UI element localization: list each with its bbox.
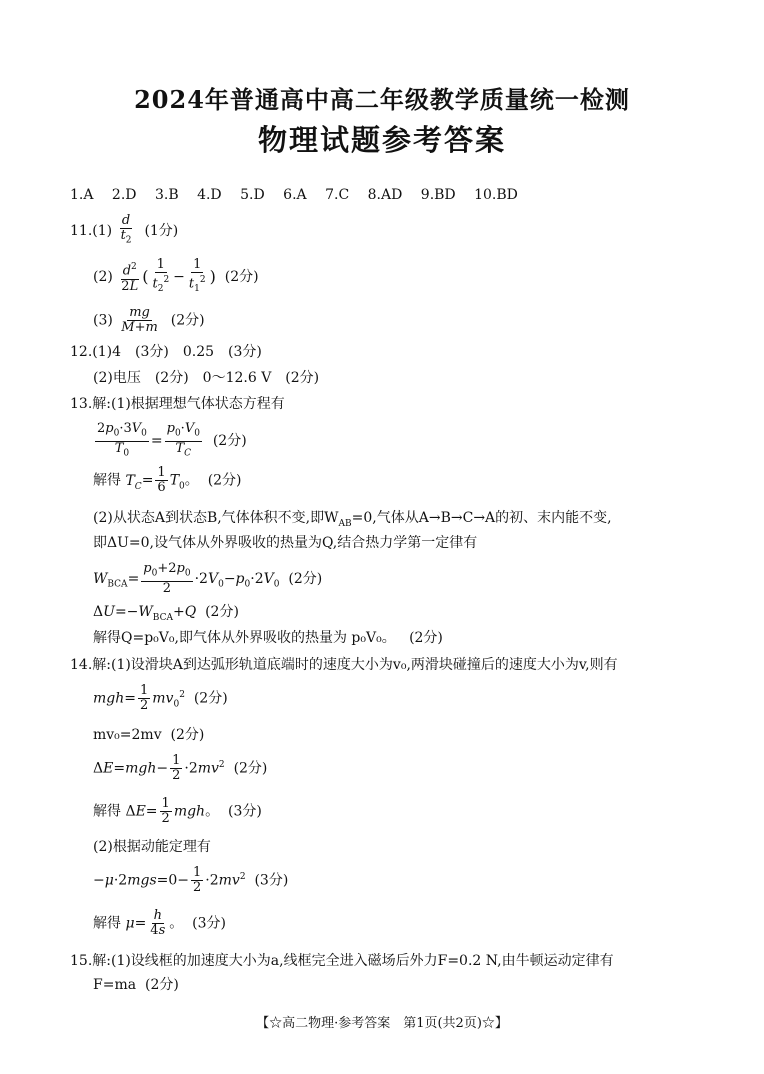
q13-eq3: $\Delta U=-W_{BCA}+Q$ (2分)	[93, 604, 239, 623]
q13-part2-line2: 即ΔU=0,设气体从外界吸收的热量为Q,结合热力学第一定律有	[93, 535, 478, 551]
q14-result2: 解得 μ= $\frac{h}{4s}$ 。 (3分)	[93, 908, 226, 938]
q14-eq1: mgh= $\frac{1}{2}$ $mv_0^2$ (2分)	[93, 683, 228, 713]
q13-result1: 解得 $T_C=$ $\frac{1}{6}$ $T_0$。 (2分)	[93, 465, 242, 495]
choice-answer: 2.D	[111, 187, 137, 203]
choice-answer: 4.D	[197, 187, 222, 203]
exam-title: 2024年普通高中高二年级教学质量统一检测	[134, 85, 630, 114]
choice-answer: 1.A	[70, 187, 94, 203]
choice-answer: 3.B	[154, 187, 179, 203]
choice-answer: 7.C	[325, 187, 350, 203]
choice-answer: 9.BD	[420, 187, 456, 203]
choice-answer: 10.BD	[474, 187, 518, 203]
q14-eq3: ΔE=mgh− $\frac{1}{2}$ $\cdot 2mv^2$ (2分)	[93, 753, 268, 783]
page-footer: 【☆高二物理·参考答案 第1页(共2页)☆】	[256, 1016, 508, 1031]
q15-head: 15.解:(1)设线框的加速度大小为a,线框完全进入磁场后外力F=0.2 N,由牛顿运动定律有	[70, 953, 614, 969]
q13-result2: 解得Q=p₀V₀,即气体从外界吸收的热量为 p₀V₀。 (2分)	[93, 630, 443, 646]
q11-part1: 11.(1) $\frac{d}{t_2}$ (1分)	[70, 213, 179, 246]
q14-head: 14.解:(1)设滑块A到达弧形轨道底端时的速度大小为v₀,两滑块碰撞后的速度大小为v,则有	[70, 657, 618, 673]
q14-part2-head: (2)根据动能定理有	[93, 839, 211, 855]
q14-eq2: mv₀=2mv (2分)	[93, 727, 205, 743]
q14-eq4: −μ·2mgs=0− $\frac{1}{2}$ $\cdot 2mv^2$ (3分)	[93, 865, 289, 895]
q11-part3: (3) $\frac{mg}{M+m}$ (2分)	[93, 305, 205, 335]
choice-answer: 8.AD	[367, 187, 403, 203]
q13-head: 13.解:(1)根据理想气体状态方程有	[70, 396, 285, 412]
q15-eq1: F=ma (2分)	[93, 977, 179, 993]
q14-result1: 解得 ΔE= $\frac{1}{2}$ mgh。 (3分)	[93, 796, 262, 826]
choice-answers	[70, 186, 532, 204]
q12-line1: 12.(1)4 (3分) 0.25 (3分)	[70, 344, 262, 360]
choice-answer: 5.D	[240, 187, 265, 203]
q11-part2: (2) $\frac{d^2}{2L}$ ( $\frac{1}{t_2^2}$ − $\frac{1}{t_1^2}$ ) (2分)	[93, 257, 259, 294]
q13-part2-line1: (2)从状态A到状态B,气体体积不变,即$W_{AB}=0$,气体从A→B→C→A的初、末内能不变,	[93, 510, 612, 529]
exam-subtitle: 物理试题参考答案	[257, 123, 506, 157]
q13-eq1: $\frac{2p_0\cdot 3V_0}{T_0}$ = $\frac{p_0\cdot V_0}{T_C}$ (2分)	[97, 421, 247, 459]
q13-eq2: $W_{BCA}=$ $\frac{p_0+2p_0}{2}$ $\cdot 2V_0-p_0\cdot 2V_0$ (2分)	[93, 561, 323, 596]
choice-answer: 6.A	[283, 187, 307, 203]
q12-line2: (2)电压 (2分) 0～12.6 V (2分)	[93, 370, 320, 386]
